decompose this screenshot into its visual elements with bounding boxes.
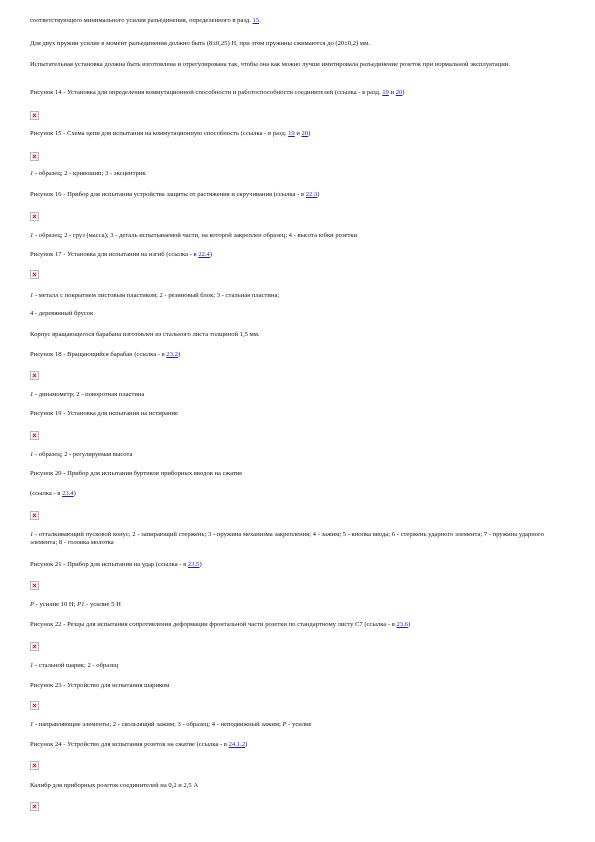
- figure-caption: Рисунок 24 - Устройство для испытания розеток на сжатие (ссылка - в 24.1.2): [30, 741, 248, 748]
- section-link[interactable]: 19: [382, 89, 389, 96]
- broken-image-icon: [30, 581, 39, 590]
- paragraph: Корпус вращающегося барабана изготовлен из стального листа толщиной 1,5 мм.: [30, 331, 260, 338]
- broken-image-icon: [30, 701, 39, 710]
- paragraph: соответствующего минимального усилия разъединения, определенного в разд. 15.: [30, 17, 261, 24]
- figure-caption: Рисунок 18 - Вращающийся барабан (ссылка - в 23.2): [30, 351, 181, 358]
- section-link[interactable]: 23.4: [62, 490, 74, 497]
- section-link[interactable]: 19: [288, 130, 295, 137]
- broken-image-icon: [30, 111, 39, 120]
- broken-image-icon: [30, 511, 39, 520]
- broken-image-icon: [30, 761, 39, 770]
- figure-caption: Рисунок 19 - Установка для испытания на истирание: [30, 410, 178, 417]
- broken-image-icon: [30, 802, 39, 811]
- figure-caption: Рисунок 15 - Схема цепи для испытания на коммутационную способность (ссылка - в разд. 19 и 20): [30, 130, 311, 137]
- section-link[interactable]: 23.2: [166, 351, 178, 358]
- section-link[interactable]: 15: [252, 17, 260, 24]
- legend-text: 1 - направляющие элементы; 2 - скользящий зажим; 3 - образец; 4 - неподвижный зажим; Р - усилие: [30, 721, 312, 728]
- paragraph: Для двух пружин усилие в момент разъединения должно быть (8±0,25) Н, при этом пружины сжимаются до (20±0,2) мм.: [30, 40, 370, 47]
- section-link[interactable]: 20: [301, 130, 309, 137]
- section-link[interactable]: 22.4: [198, 251, 210, 258]
- broken-image-icon: [30, 431, 39, 440]
- section-link[interactable]: 20: [395, 89, 403, 96]
- figure-caption: Рисунок 17 - Установка для испытания на изгиб (ссылка - в 22.4): [30, 251, 213, 258]
- legend-text: 1 - отталкивающий пусковой конус; 2 - запирающий стержень; 3 - пружина механизма закрепления; 4 - зажим; 5 - кнопка ввода; 6 - стержень ударного элемента; 7 - пружина ударного элемента; 8 - головка молотка: [30, 531, 544, 547]
- legend-text: Р - усилие 10 Н; Р1 - усилие 5 Н: [30, 601, 121, 608]
- section-link[interactable]: 23.6: [396, 621, 409, 628]
- legend-text: 4 - деревянный брусок: [30, 310, 94, 317]
- figure-caption: Рисунок 23 - Устройство для испытания шариком: [30, 682, 170, 689]
- figure-caption: Рисунок 14 - Установка для определения коммутационной способности и работоспособности соединителей (ссылка - в разд. 19 и 20): [30, 89, 405, 96]
- broken-image-icon: [30, 642, 39, 651]
- legend-text: 1 - образец; 2 - кривошип; 3 - эксцентрик: [30, 170, 146, 177]
- legend-text: 1 - металл с покрытием листовым пластиком; 2 - резиновый блок; 3 - стальная пластина;: [30, 292, 280, 299]
- section-link[interactable]: 24.1.2: [228, 741, 246, 748]
- broken-image-icon: [30, 212, 39, 221]
- section-link[interactable]: 22.3: [305, 191, 318, 198]
- figure-caption: Рисунок 16 - Прибор для испытания устройства защиты от растяжения и скручивания (ссылка - в 22.3): [30, 191, 320, 198]
- figure-caption: (ссылка - в 23.4): [30, 490, 76, 497]
- figure-caption: Калибр для приборных розеток соединителей на 0,2 и 2,5 А: [30, 782, 199, 789]
- paragraph: Испытательная установка должна быть изготовлена и отрегулирована так, чтобы она как можно лучше имитировала разъединение розеток при нормальной эксплуатации.: [30, 61, 510, 68]
- figure-caption: Рисунок 20 - Прибор для испытания буртиков приборных вводов на сжатие: [30, 470, 243, 477]
- figure-caption: Рисунок 21 - Прибор для испытания на удар (ссылка - в 23.5): [30, 561, 202, 568]
- broken-image-icon: [30, 270, 39, 279]
- legend-text: 1 - образец; 2 - регулируемая высота: [30, 451, 133, 458]
- broken-image-icon: [30, 152, 39, 161]
- figure-caption: Рисунок 22 - Резцы для испытания сопротивления деформации фронтальной части розетки по стандартному листу С7 (ссылка - в 23.6): [30, 621, 411, 628]
- legend-text: 1 - образец; 2 - груз (масса); 3 - деталь испытываемой части, на которой закреплен образец; 4 - высота юбки розетки: [30, 232, 358, 239]
- section-link[interactable]: 23.5: [187, 561, 200, 568]
- legend-text: 1 - динамометр; 2 - поворотная пластина: [30, 391, 145, 398]
- legend-text: 1 - стальной шарик; 2 - образец: [30, 662, 119, 669]
- broken-image-icon: [30, 371, 39, 380]
